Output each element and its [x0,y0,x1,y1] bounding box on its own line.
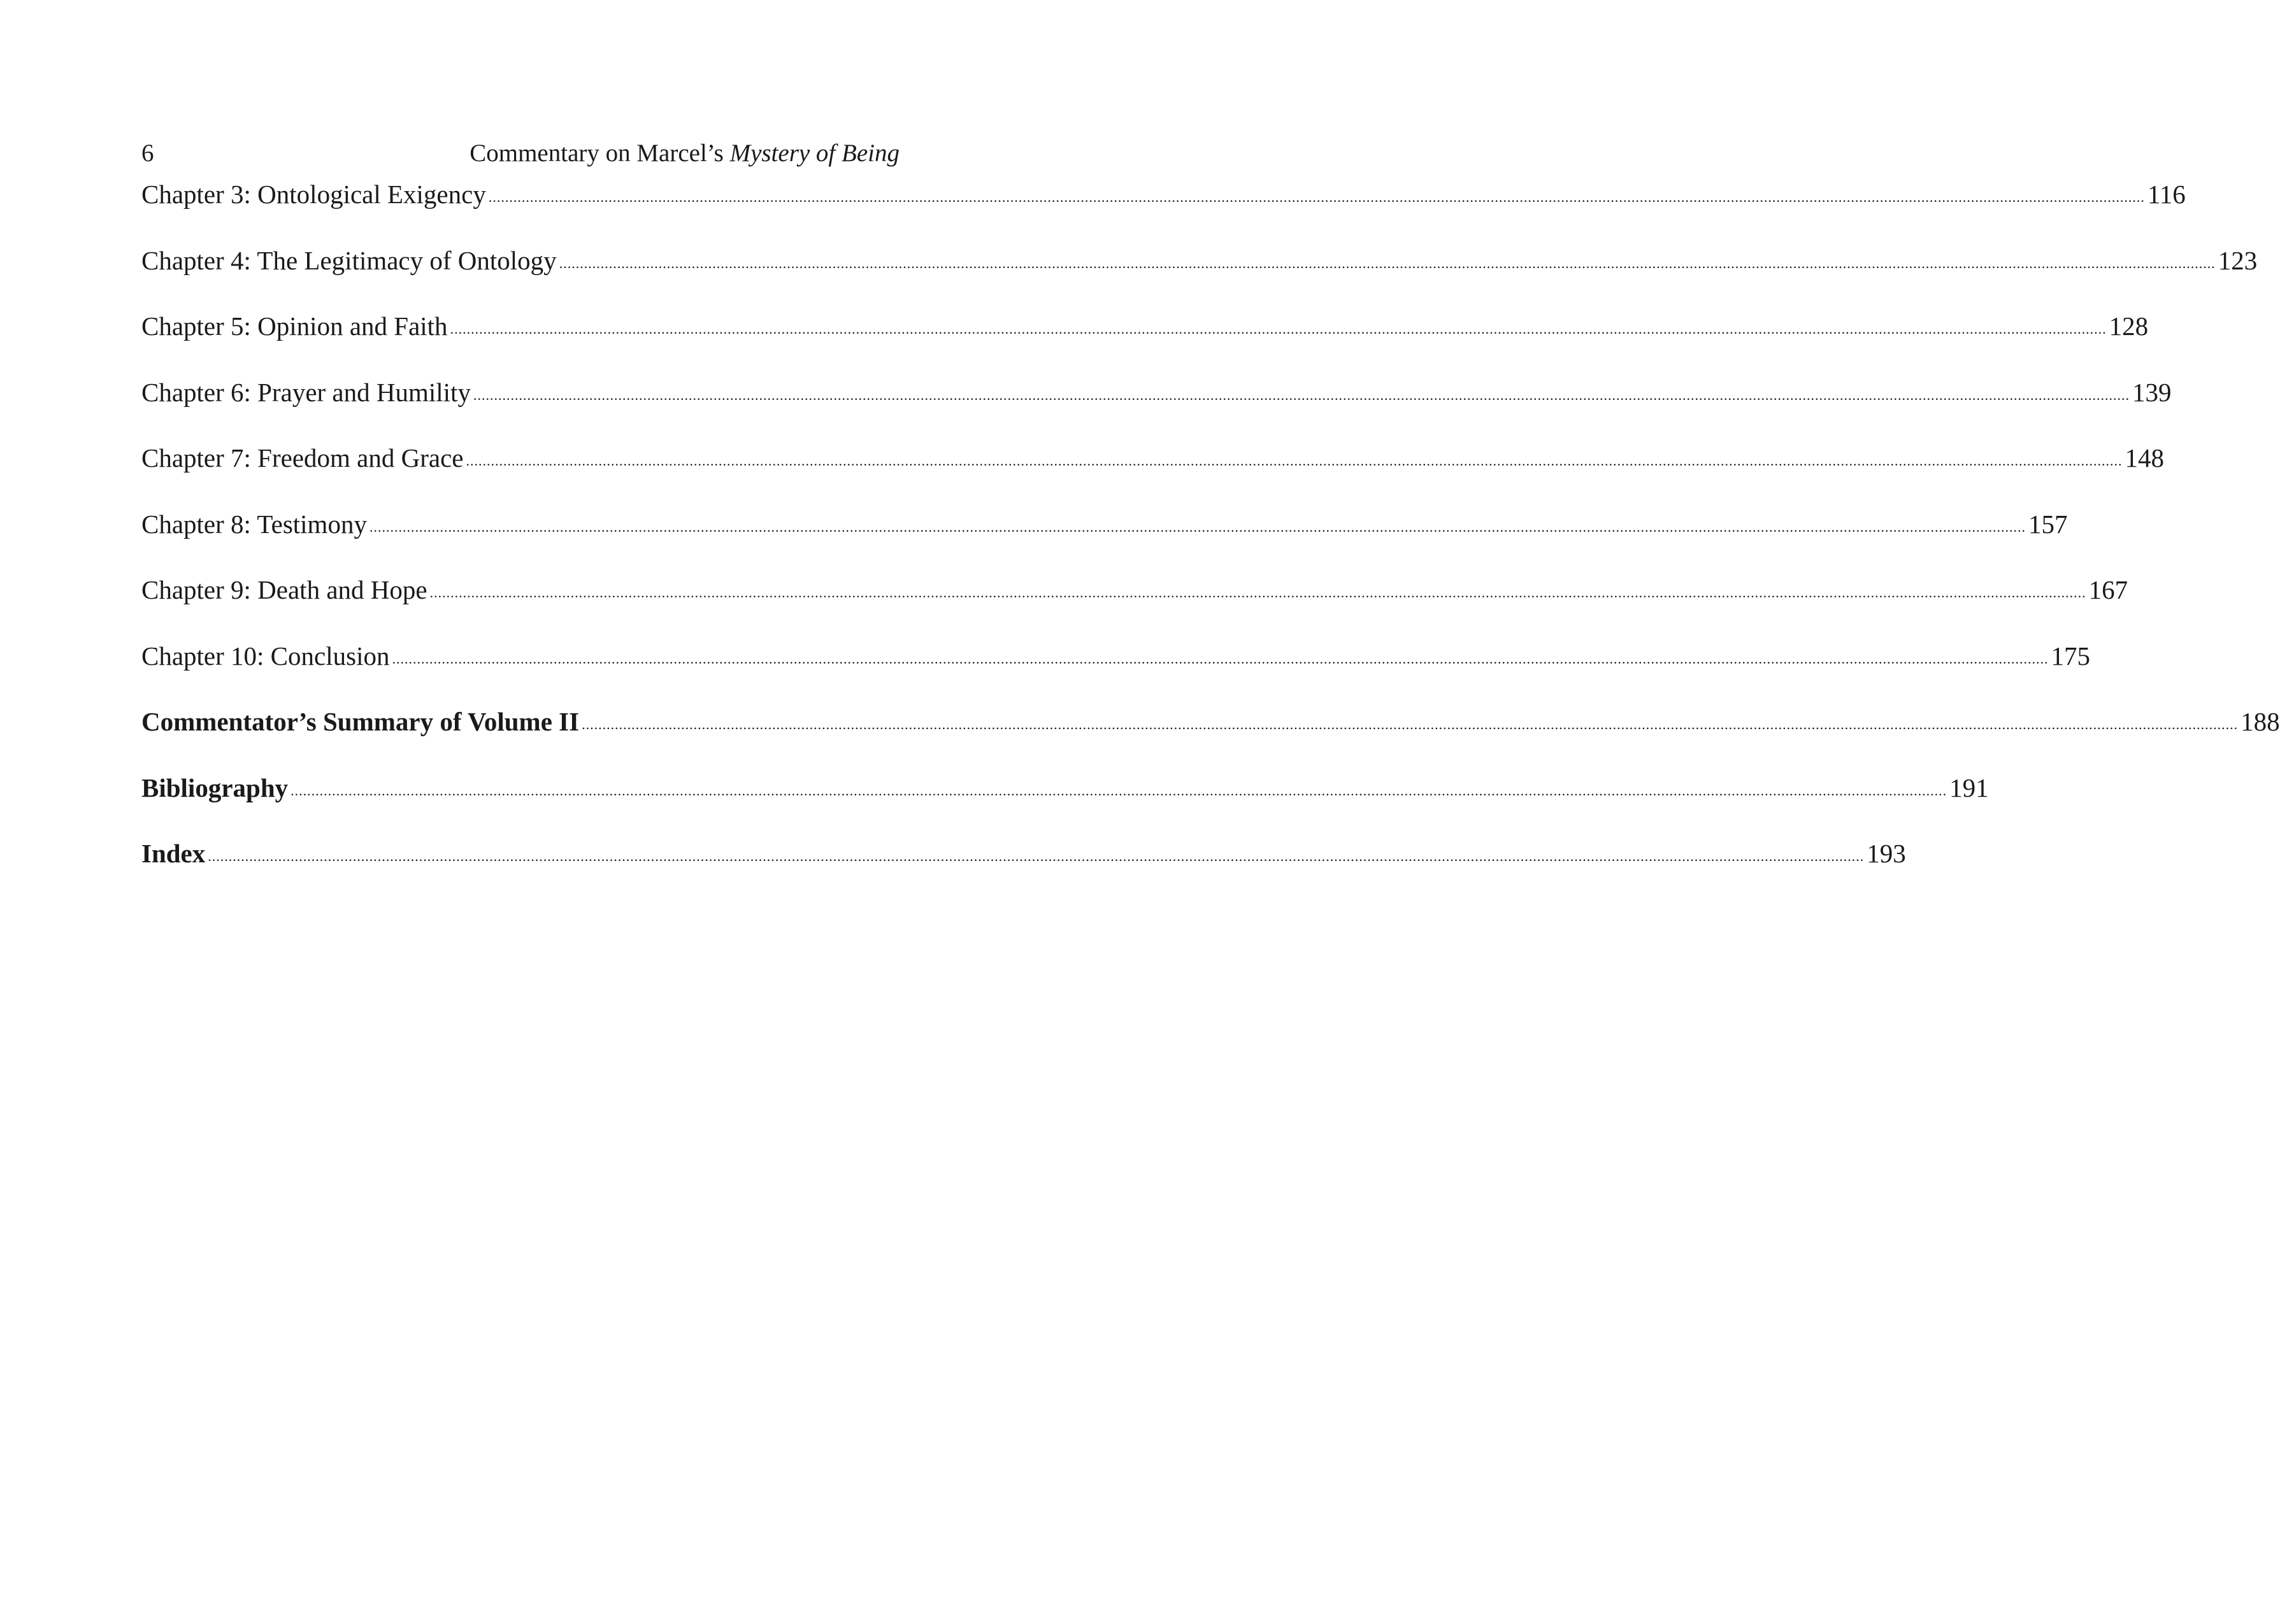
dot-leader: ................................................................................................................................................................................................................................................................................................................................................................................................................ [290,782,1947,799]
toc-entry[interactable] [141,504,2068,544]
dot-leader: ................................................................................................................................................................................................................................................................................................................................................................................................................ [488,189,2145,205]
page-number: 6 [141,139,154,167]
toc-entry-label: Chapter 4: The Legitimacy of Ontology [141,245,557,275]
toc-entry[interactable] [141,834,1906,873]
running-title [470,134,900,173]
dot-leader: ................................................................................................................................................................................................................................................................................................................................................................................................................ [369,518,2026,535]
toc-entry[interactable] [141,570,2128,609]
toc-entry[interactable] [141,241,2258,280]
toc-entry-label: Commentator’s Summary of Volume II [141,707,580,736]
toc-entry-page: 191 [1949,773,1989,802]
toc-entry-page: 116 [2147,180,2186,209]
dot-leader: ................................................................................................................................................................................................................................................................................................................................................................................................................ [582,716,2239,732]
running-title-prefix: Commentary on Marcel’s [470,139,730,167]
toc-entry-label: Chapter 7: Freedom and Grace [141,443,464,473]
toc-entry[interactable] [141,175,2186,214]
toc-entry-label: Index [141,839,206,868]
dot-leader: ................................................................................................................................................................................................................................................................................................................................................................................................................ [466,453,2123,469]
toc-entry-label: Chapter 6: Prayer and Humility [141,377,471,407]
toc-entry-page: 139 [2132,377,2172,407]
toc-entry-page: 157 [2028,509,2068,539]
toc-entry-label: Chapter 5: Opinion and Faith [141,311,448,341]
toc-entry[interactable] [141,702,2280,741]
dot-leader: ................................................................................................................................................................................................................................................................................................................................................................................................................ [450,321,2107,337]
table-of-contents [141,175,2280,873]
toc-entry-page: 188 [2241,707,2280,736]
toc-entry[interactable] [141,636,2090,676]
toc-entry-label: Chapter 8: Testimony [141,509,367,539]
dot-leader: ................................................................................................................................................................................................................................................................................................................................................................................................................ [208,848,1865,864]
toc-entry-page: 148 [2125,443,2164,473]
toc-entry-label: Chapter 9: Death and Hope [141,575,427,604]
toc-entry[interactable] [141,373,2172,412]
toc-entry-page: 128 [2109,311,2149,341]
toc-entry[interactable] [141,768,1989,808]
toc-entry-label: Chapter 10: Conclusion [141,641,390,671]
toc-entry-label: Bibliography [141,773,289,802]
dot-leader: ................................................................................................................................................................................................................................................................................................................................................................................................................ [473,387,2130,403]
book-page [141,134,2280,900]
running-head [141,134,900,173]
toc-entry[interactable] [141,306,2149,346]
toc-entry-label: Chapter 3: Ontological Exigency [141,180,486,209]
toc-entry-page: 167 [2088,575,2128,604]
toc-entry-page: 175 [2051,641,2090,671]
toc-entry[interactable] [141,438,2164,478]
toc-entry-page: 123 [2218,245,2258,275]
dot-leader: ................................................................................................................................................................................................................................................................................................................................................................................................................ [559,255,2216,271]
running-title-italic: Mystery of Being [729,139,900,167]
dot-leader: ................................................................................................................................................................................................................................................................................................................................................................................................................ [429,585,2086,601]
toc-entry-page: 193 [1867,839,1906,868]
dot-leader: ................................................................................................................................................................................................................................................................................................................................................................................................................ [392,650,2049,667]
